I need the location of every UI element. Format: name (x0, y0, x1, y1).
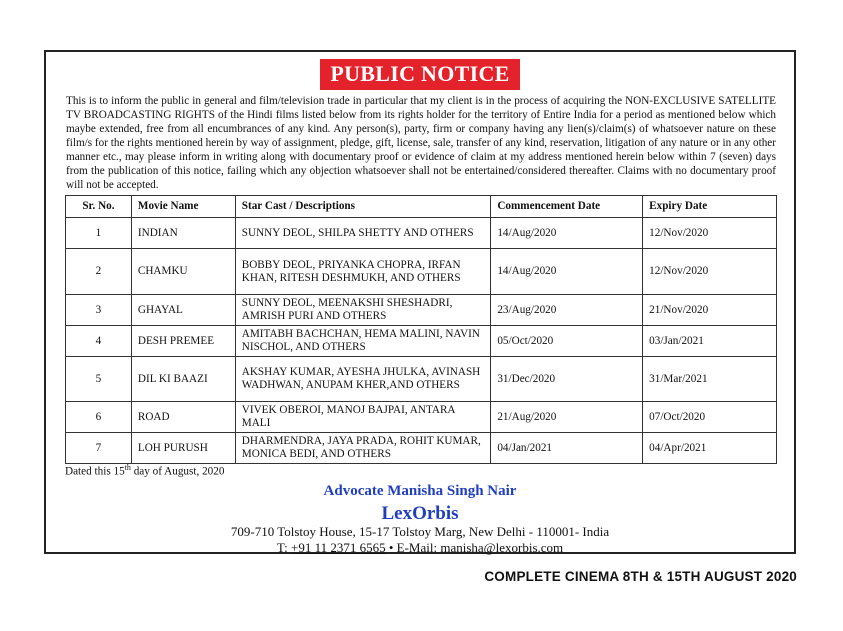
cell-movie: INDIAN (131, 218, 235, 249)
table-row (66, 357, 777, 402)
table-row (66, 433, 777, 464)
notice-frame (44, 50, 796, 554)
cell-movie: CHAMKU (131, 249, 235, 295)
cell-cast: DHARMENDRA, JAYA PRADA, ROHIT KUMAR, MONICA BEDI, AND OTHERS (235, 433, 491, 464)
cell-expiry: 12/Nov/2020 (643, 249, 777, 295)
phone-link[interactable]: +91 11 2371 6565 (290, 540, 386, 555)
cell-cast: BOBBY DEOL, PRIYANKA CHOPRA, IRFAN KHAN, RITESH DESHMUKH, AND OTHERS (235, 249, 491, 295)
cell-commencement: 05/Oct/2020 (491, 326, 643, 357)
email-value[interactable]: manisha@lexorbis.com (440, 540, 564, 555)
cell-expiry: 31/Mar/2021 (643, 357, 777, 402)
table-row (66, 326, 777, 357)
cell-commencement: 04/Jan/2021 (491, 433, 643, 464)
phone-label: T: (276, 540, 291, 555)
cell-sr: 6 (66, 402, 132, 433)
cell-cast: VIVEK OBEROI, MANOJ BAJPAI, ANTARA MALI (235, 402, 491, 433)
films-table (65, 195, 777, 464)
cell-sr: 1 (66, 218, 132, 249)
col-header-movie: Movie Name (131, 196, 235, 218)
cell-sr: 5 (66, 357, 132, 402)
cell-movie: DIL KI BAAZI (131, 357, 235, 402)
cell-cast: AMITABH BACHCHAN, HEMA MALINI, NAVIN NISCHOL, AND OTHERS (235, 326, 491, 357)
cell-cast: SUNNY DEOL, MEENAKSHI SHESHADRI, AMRISH PURI AND OTHERS (235, 295, 491, 326)
table-row (66, 402, 777, 433)
cell-cast: AKSHAY KUMAR, AYESHA JHULKA, AVINASH WADHWAN, ANUPAM KHER,AND OTHERS (235, 357, 491, 402)
cell-commencement: 14/Aug/2020 (491, 249, 643, 295)
cell-sr: 7 (66, 433, 132, 464)
cell-movie: DESH PREMEE (131, 326, 235, 357)
cell-commencement: 31/Dec/2020 (491, 357, 643, 402)
cell-expiry: 07/Oct/2020 (643, 402, 777, 433)
cell-expiry: 04/Apr/2021 (643, 433, 777, 464)
firm-address: 709-710 Tolstoy House, 15-17 Tolstoy Marg, New Delhi - 110001- India (230, 524, 610, 539)
cell-sr: 4 (66, 326, 132, 357)
dated-prefix: Dated this 15 (65, 465, 125, 478)
table-row (66, 218, 777, 249)
contact-line (46, 540, 794, 556)
cell-movie: GHAYAL (131, 295, 235, 326)
table-header-row (66, 196, 777, 218)
cell-sr: 2 (66, 249, 132, 295)
dated-suffix: day of August, 2020 (130, 465, 225, 478)
email-label: • E-Mail: (385, 540, 441, 555)
cell-movie: ROAD (131, 402, 235, 433)
cell-commencement: 14/Aug/2020 (491, 218, 643, 249)
advocate-name: Advocate Manisha Singh Nair (323, 483, 517, 499)
col-header-sr: Sr. No. (66, 196, 132, 218)
table-row (66, 249, 777, 295)
firm-name: LexOrbis (381, 503, 459, 524)
cell-expiry: 03/Jan/2021 (643, 326, 777, 357)
cell-commencement: 21/Aug/2020 (491, 402, 643, 433)
cell-movie: LOH PURUSH (131, 433, 235, 464)
table-row (66, 295, 777, 326)
cell-sr: 3 (66, 295, 132, 326)
dated-line (65, 463, 224, 478)
col-header-commencement: Commencement Date (491, 196, 643, 218)
col-header-expiry: Expiry Date (643, 196, 777, 218)
cell-expiry: 21/Nov/2020 (643, 295, 777, 326)
publication-footer: COMPLETE CINEMA 8TH & 15TH AUGUST 2020 (484, 569, 797, 584)
notice-intro: This is to inform the public in general and film/television trade in particular that my client is in the process of acquiring the NON-EXCLUSIVE SATELLITE TV BROADCASTING RIGHTS of the Hindi films listed below from its rights holder for the territory of Entire India for a period as mentioned below which maybe extended, free from all encumbrances of any kind. Any person(s), party, firm or company having any lien(s)/claim(s) of whatsoever nature on these film/s for the rights mentioned herein by way of assignment, pledge, gift, license, sale, transfer of any kind, reservation, litigation of any nature or in any other manner etc., may please inform in writing along with documentary proof or evidence of claim at my address mentioned herein below within 7 (seven) days from the publication of this notice, failing which any objection whatsoever shall not be entertained/considered thereafter. Claims with no documentary proof will not be accepted. (66, 95, 776, 191)
dated-ordinal: th (124, 463, 131, 472)
cell-commencement: 23/Aug/2020 (491, 295, 643, 326)
cell-cast: SUNNY DEOL, SHILPA SHETTY AND OTHERS (235, 218, 491, 249)
cell-expiry: 12/Nov/2020 (643, 218, 777, 249)
col-header-cast: Star Cast / Descriptions (235, 196, 491, 218)
notice-title: PUBLIC NOTICE (320, 59, 519, 90)
